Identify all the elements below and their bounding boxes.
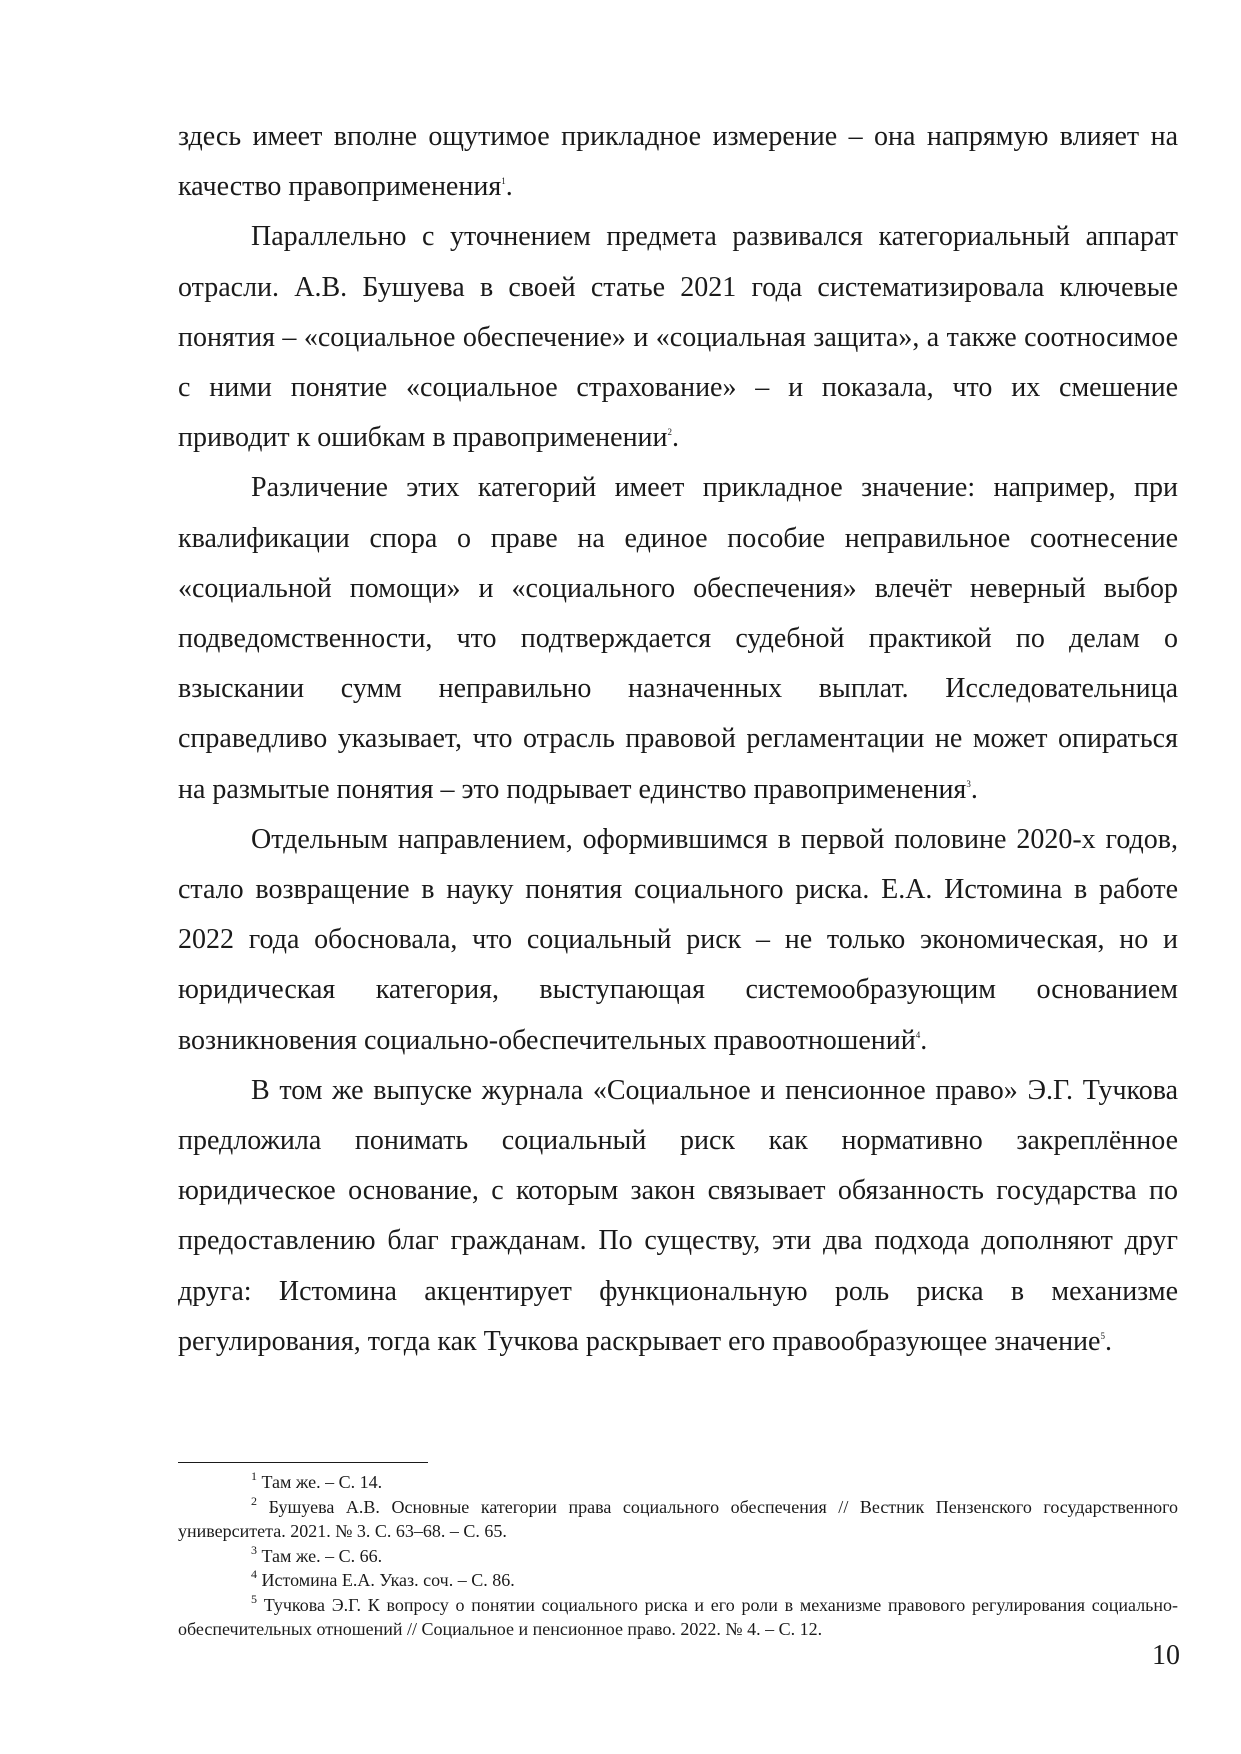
- footnote-number: 2: [251, 1493, 257, 1508]
- footnote-separator: [178, 1462, 428, 1463]
- paragraph: В том же выпуске журнала «Социальное и пенсионное право» Э.Г. Тучкова предложила понимать социальный риск как нормативно закреплённое юридическое основание, с которым закон связывает обязанность государства по предоставлению благ гражданам. По существу, эти два подхода дополняют друг друга: Истомина акцентирует функциональную роль риска в механизме регулирования, тогда как Тучкова раскрывает его правообразующее значение$^5$.: [178, 1074, 1178, 1357]
- footnote-ref[interactable]: 4: [915, 1029, 921, 1040]
- footnote-number: 4: [251, 1567, 257, 1581]
- footnote: $^3$ Там же. – С. 66.: [251, 1542, 383, 1566]
- footnote-ref[interactable]: 3: [966, 778, 971, 789]
- footnote: $^1$ Там же. – С. 14.: [251, 1469, 383, 1492]
- footnote: $^5$ Тучкова Э.Г. К вопросу о понятии социального риска и его роли в механизме правового регулирования социально-обеспечительных отношений // Социальное и пенсионное право. 2022. № 4. – С. 12.: [178, 1591, 1179, 1639]
- footnote: $^2$ Бушуева А.В. Основные категории права социального обеспечения // Вестник Пензенского государственного университета. 2021. № 3. С. 63–68. – С. 65.: [178, 1493, 1179, 1541]
- page-number: 10: [1152, 1640, 1180, 1671]
- paragraph: Различение этих категорий имеет прикладное значение: например, при квалификации спора о праве на единое пособие неправильное соотнесение «социальной помощи» и «социального обеспечения» влечёт неверный выбор подведомственности, что подтверждается судебной практикой по делам о взыскании сумм неправильно назначенных выплат. Исследовательница справедливо указывает, что отрасль правовой регламентации не может опираться на размытые понятия – это подрывает единство правоприменения$^3$.: [178, 472, 1178, 805]
- footnote-number: 3: [251, 1542, 257, 1557]
- footnote-ref[interactable]: 5: [1100, 1330, 1105, 1341]
- footnote-ref[interactable]: 1: [501, 176, 506, 187]
- footnotes: [178, 1470, 1178, 1642]
- paragraph: Отдельным направлением, оформившимся в первой половине 2020-х годов, стало возвращение в науку понятия социального риска. Е.А. Истомина в работе 2022 года обосновала, что социальный риск – не только экономическая, но и юридическая категория, выступающая системообразующим основанием возникновения социально-обеспечительных правоотношений$^4$.: [178, 823, 1178, 1056]
- footnote-number: 5: [251, 1591, 257, 1606]
- paragraph: Параллельно с уточнением предмета развивался категориальный аппарат отрасли. А.В. Бушуева в своей статье 2021 года систематизировала ключевые понятия – «социальное обеспечение» и «социальная защита», а также соотносимое с ними понятие «социальное страхование» – и показала, что их смешение приводит к ошибкам в правоприменении$^2$.: [178, 221, 1178, 454]
- footnote-number: 1: [251, 1469, 257, 1483]
- footnote: $^4$ Истомина Е.А. Указ. соч. – С. 86.: [251, 1567, 515, 1590]
- body-text: [178, 112, 1178, 1367]
- paragraph: здесь имеет вполне ощутимое прикладное измерение – она напрямую влияет на качество правоприменения$^1$.: [178, 121, 1178, 203]
- footnote-ref[interactable]: 2: [667, 427, 673, 438]
